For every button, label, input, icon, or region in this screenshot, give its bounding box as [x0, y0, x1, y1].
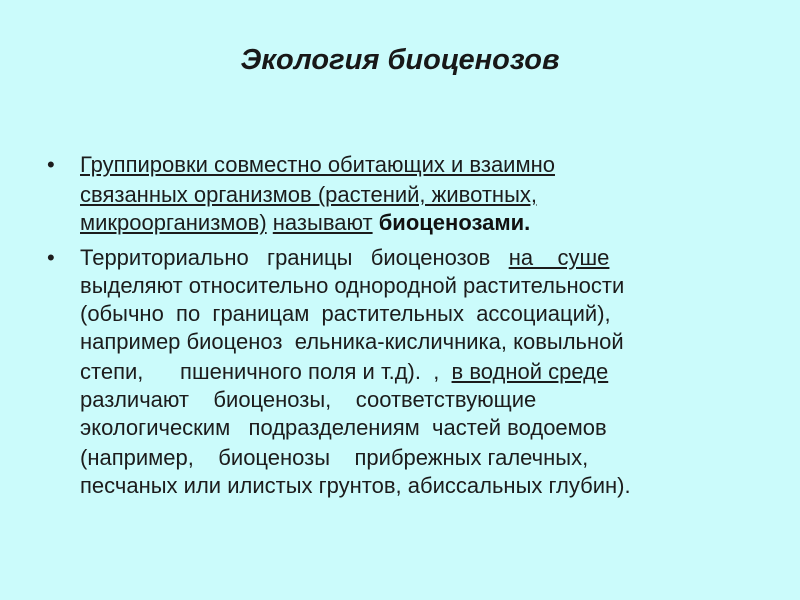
bullet2-line1-underlined: на суше: [508, 245, 610, 270]
bullet2-line1: [80, 244, 752, 272]
bullet-marker: •: [47, 245, 55, 270]
bullet2-line1-text: Территориально границы биоценозов: [80, 245, 509, 270]
bullet2-line8: (например, биоценозы прибрежных галечных,: [80, 445, 589, 470]
bullet2-line2: выделяют относительно однородной растительности: [80, 273, 625, 298]
slide-title: Экология биоценозов: [240, 44, 560, 76]
bullet2-line5: [80, 358, 752, 386]
bullet1-line3-verb: называют: [272, 210, 373, 235]
bullet-marker: •: [47, 152, 55, 177]
bullet2-line5-text: степи, пшеничного поля и т.д). ,: [80, 359, 452, 384]
bullet2-line7: экологическим подразделениям частей водоемов: [80, 415, 607, 440]
bullet2-line3: (обычно по границам растительных ассоциаций),: [80, 301, 611, 326]
bullet2-line5-underlined: в водной среде: [451, 359, 609, 384]
bullet2-line9: песчаных или илистых грунтов, абиссальных глубин).: [80, 473, 631, 498]
bullet1-line3-underlined: микроорганизмов): [80, 210, 267, 235]
bullet1-line2: связанных организмов (растений, животных,: [80, 182, 537, 207]
bullet1-term: биоценозами.: [378, 210, 531, 235]
bullet2-line4: например биоценоз ельника-кисличника, ковыльной: [80, 329, 624, 354]
bullet1-line1: Группировки совместно обитающих и взаимно: [80, 152, 555, 177]
bullet1-line3: [80, 209, 752, 237]
bullet2-line6: различают биоценозы, соответствующие: [80, 387, 537, 412]
